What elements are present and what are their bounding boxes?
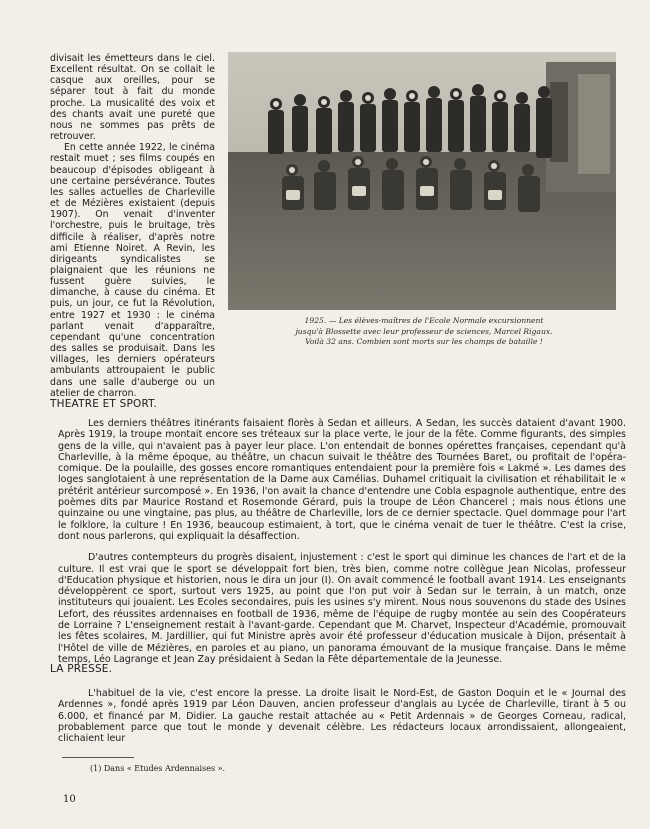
footnote-divider: [62, 757, 134, 758]
paragraph: Les derniers théâtres itinérants faisaient florès à Sedan et ailleurs. A Sedan, les succès dataient d'avant 1900. Après 1919, la troupe montait encore ses tréteaux sur la place verte, le jour de la fête. Comme figurants, des simples gens de la ville, qui n'avaient pas à payer leur place. L'on entendait de bonnes opérettes françaises, cependant qu'à Charleville, à la même époque, au théâtre, un chacun suivait le théâtre des Tournées Baret, ou profitait de l'opéra-comique. De la poulaille, des gosses encore romantiques entendaient pour la première fois « Lakmé ». Les dames des loges sanglotaient à une représentation de la Dame aux Camélias. Duhamel critiquait la civilisation et réhabilitait le « prétérit antérieur surcomposé ». En 1936, l'on avait la chance d'entendre une Cobla espagnole authentique, entre des poèmes dits par Maurice Rostand et Rosemonde Gérard, puis la troupe de Léon Chancerel ; mais nous étions une quinzaine ou une vingtaine, pas plus, au théâtre de Charleville, lors de ce dernier spectacle. Quel dommage pour l'art le folklore, la culture ! En 1936, beaucoup estimaient, à tort, que le cinéma venait de tuer le théâtre. C'est la crise, dont nous parlerons, qui expliquait la désaffection.: [58, 418, 626, 542]
paragraph: L'habituel de la vie, c'est encore la presse. La droite lisait le Nord-Est, de Gaston Doquin et le « Journal des Ardennes », fondé après 1919 par Léon Dauven, ancien professeur d'anglais au Lycée de Charleville, tirant à 5 ou 6.000, et financé par M. Didier. La gauche restait attachée au « Petit Ardennais » de Georges Corneau, radical, probablement parce que tout le monde y devenait célèbre. Les rédacteurs locaux arrondissaient, allongeaient, clichaient leur: [58, 688, 626, 745]
paragraph: D'autres contempteurs du progrès disaient, injustement : c'est le sport qui diminue les chances de l'art et de la culture. Il est vrai que le sport se développait fort bien, très bien, comme notre collègue Jean Nicolas, professeur d'Education physique et historien, nous le dira un jour (I). On avait commencé le football avant 1914. Les enseignants développèrent ce sport, surtout vers 1925, au point que l'on put voir à Sedan sur le terrain, à un match, onze instituteurs qui jouaient. Les Ecoles secondaires, puis les usines s'y mirent. Nous nous souvenons du stade des Usines Lefort, des réussites ardennaises en football de 1936, même de l'équipe de rugby montée au sein des Coopérateurs de Lorraine ? L'enseignement restait à l'avant-garde. Cependant que M. Charvet, Inspecteur d'Académie, promouvait les fêtes scolaires, M. Jardillier, qui fut Ministre après avoir été professeur d'éducation musicale à Dijon, présentait à l'Hôtel de ville de Mézières, en paroles et au piano, un panorama émouvant de la musique française. Dans le même temps, Léo Lagrange et Jean Zay présidaient à Sedan la Fête départementale de la Jeunesse.: [58, 552, 626, 665]
left-column-text: [50, 53, 215, 399]
photo-caption: [234, 316, 614, 348]
footnote: (1) Dans « Etudes Ardennaises ».: [90, 764, 226, 773]
page-number: 10: [63, 794, 76, 805]
section-body-theatre: [58, 418, 626, 675]
section-heading-theatre: THEATRE ET SPORT.: [50, 398, 158, 410]
caption-line: Voilà 32 ans. Combien sont morts sur les champs de bataille !: [305, 337, 543, 346]
caption-line: 1925. — Les élèves-maîtres de l'Ecole Normale excursionnent: [304, 316, 544, 325]
photo-illustration: [228, 52, 616, 310]
section-body-presse: [58, 688, 626, 754]
section-heading-presse: LA PRESSE.: [50, 663, 113, 675]
paragraph-radio: divisait les émetteurs dans le ciel. Excellent résultat. On se collait le casque aux oreilles, pour se séparer tout à fait du monde proche. La musicalité des voix et des chants avait une pureté que nous ne sommes pas prêts de retrouver.: [50, 53, 215, 143]
group-photograph: [228, 52, 616, 310]
paragraph-cinema: En cette année 1922, le cinéma restait muet ; ses films coupés en beaucoup d'épisodes obligeant à une certaine persévérance. Toutes les salles actuelles de Charleville et de Mézières existaient (depuis 1907). On venait d'inventer l'orchestre, puis le bruitage, très difficile à réaliser, d'après notre ami Etienne Noiret. A Revin, les dirigeants syndicalistes se plaignaient que les réunions ne fussent guère suivies, le dimanche, à cause du cinéma. Et puis, un jour, ce fut la Révolution, entre 1927 et 1930 : le cinéma parlant venait d'apparaître, cependant qu'une concentration des salles se produisait. Dans les villages, les derniers opérateurs ambulants attroupaient le public dans une salle d'auberge ou un atelier de charron.: [50, 142, 215, 399]
caption-line: jusqu'à Blossette avec leur professeur de sciences, Marcel Rigaux.: [295, 326, 553, 336]
